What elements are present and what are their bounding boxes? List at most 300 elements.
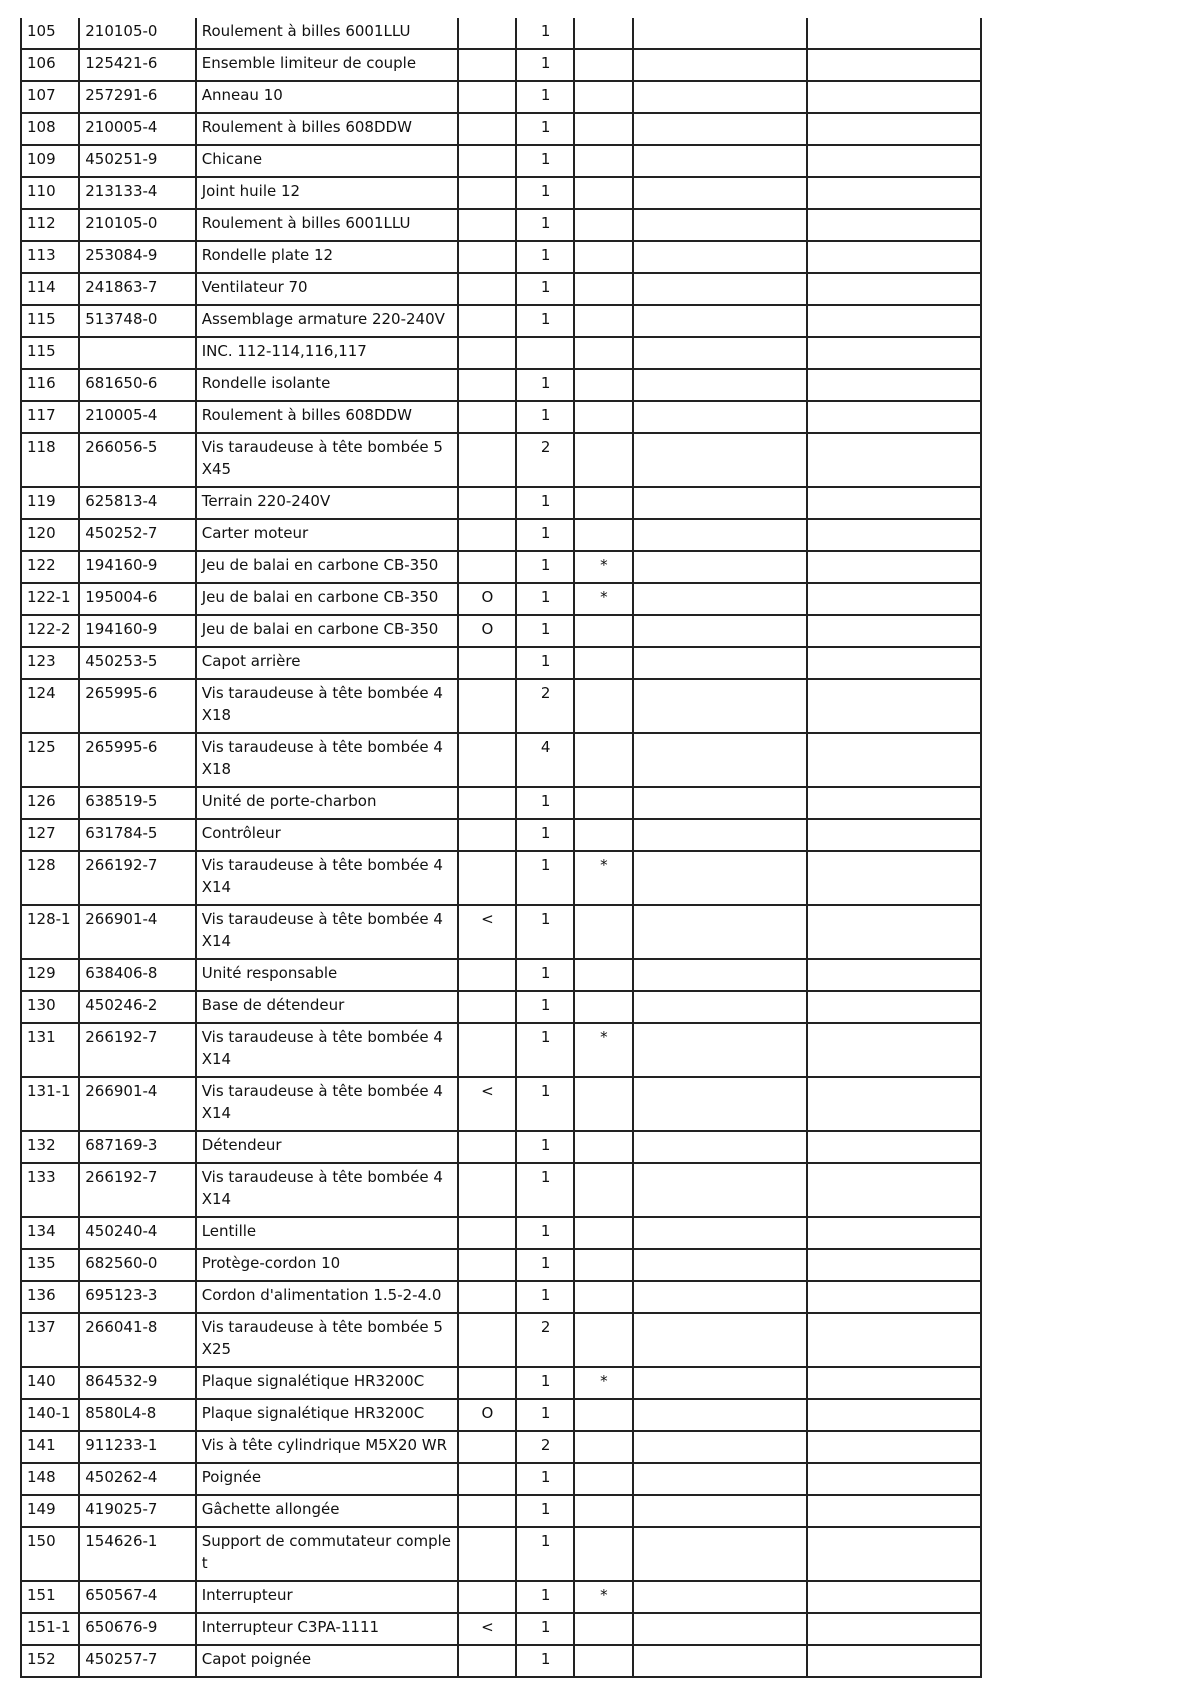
part-note bbox=[458, 1367, 516, 1399]
part-code: 650567-4 bbox=[79, 1581, 195, 1613]
part-description: Détendeur bbox=[196, 1131, 458, 1163]
part-code: 450240-4 bbox=[79, 1217, 195, 1249]
empty-cell bbox=[807, 991, 981, 1023]
table-row bbox=[21, 1495, 981, 1527]
table-row bbox=[21, 1645, 981, 1677]
part-note bbox=[458, 81, 516, 113]
part-note bbox=[458, 1281, 516, 1313]
empty-cell bbox=[807, 1217, 981, 1249]
part-description: Plaque signalétique HR3200C bbox=[196, 1399, 458, 1431]
part-quantity: 1 bbox=[516, 369, 574, 401]
part-code: 266901-4 bbox=[79, 905, 195, 959]
item-number: 112 bbox=[21, 209, 79, 241]
part-code: 450246-2 bbox=[79, 991, 195, 1023]
item-number: 130 bbox=[21, 991, 79, 1023]
item-number: 116 bbox=[21, 369, 79, 401]
part-quantity: 1 bbox=[516, 49, 574, 81]
part-code: 125421-6 bbox=[79, 49, 195, 81]
part-note bbox=[458, 1131, 516, 1163]
table-row bbox=[21, 273, 981, 305]
table-row bbox=[21, 1249, 981, 1281]
part-mark bbox=[574, 679, 632, 733]
table-row bbox=[21, 991, 981, 1023]
empty-cell bbox=[633, 905, 808, 959]
empty-cell bbox=[633, 1217, 808, 1249]
part-code: 266901-4 bbox=[79, 1077, 195, 1131]
item-number: 107 bbox=[21, 81, 79, 113]
part-mark bbox=[574, 1527, 632, 1581]
table-row bbox=[21, 337, 981, 369]
part-note bbox=[458, 209, 516, 241]
part-description: Anneau 10 bbox=[196, 81, 458, 113]
table-row bbox=[21, 145, 981, 177]
item-number: 128-1 bbox=[21, 905, 79, 959]
part-note bbox=[458, 1431, 516, 1463]
item-number: 122 bbox=[21, 551, 79, 583]
part-quantity: 1 bbox=[516, 1645, 574, 1677]
item-number: 115 bbox=[21, 337, 79, 369]
part-note bbox=[458, 1217, 516, 1249]
empty-cell bbox=[633, 679, 808, 733]
part-mark bbox=[574, 487, 632, 519]
part-description: Jeu de balai en carbone CB-350 bbox=[196, 615, 458, 647]
empty-cell bbox=[633, 369, 808, 401]
part-description: Vis taraudeuse à tête bombée 4X14 bbox=[196, 1077, 458, 1131]
empty-cell bbox=[807, 647, 981, 679]
empty-cell bbox=[633, 851, 808, 905]
part-note bbox=[458, 787, 516, 819]
part-note: < bbox=[458, 1077, 516, 1131]
part-quantity: 1 bbox=[516, 647, 574, 679]
part-mark bbox=[574, 733, 632, 787]
part-code: 210005-4 bbox=[79, 113, 195, 145]
part-quantity: 1 bbox=[516, 615, 574, 647]
empty-cell bbox=[633, 583, 808, 615]
table-row bbox=[21, 647, 981, 679]
part-note: < bbox=[458, 905, 516, 959]
part-code: 194160-9 bbox=[79, 615, 195, 647]
part-code: 625813-4 bbox=[79, 487, 195, 519]
part-description: Contrôleur bbox=[196, 819, 458, 851]
part-description: Terrain 220-240V bbox=[196, 487, 458, 519]
item-number: 117 bbox=[21, 401, 79, 433]
part-note bbox=[458, 959, 516, 991]
empty-cell bbox=[633, 1613, 808, 1645]
part-description: Joint huile 12 bbox=[196, 177, 458, 209]
empty-cell bbox=[807, 1613, 981, 1645]
part-mark bbox=[574, 1131, 632, 1163]
part-quantity: 1 bbox=[516, 81, 574, 113]
part-mark bbox=[574, 369, 632, 401]
part-quantity: 1 bbox=[516, 113, 574, 145]
empty-cell bbox=[633, 1645, 808, 1677]
part-description: Plaque signalétique HR3200C bbox=[196, 1367, 458, 1399]
part-description: Capot poignée bbox=[196, 1645, 458, 1677]
part-description: Lentille bbox=[196, 1217, 458, 1249]
table-row bbox=[21, 1131, 981, 1163]
empty-cell bbox=[633, 1367, 808, 1399]
parts-table-body bbox=[21, 18, 981, 1677]
part-mark: * bbox=[574, 583, 632, 615]
empty-cell bbox=[807, 337, 981, 369]
empty-cell bbox=[633, 81, 808, 113]
part-note bbox=[458, 1249, 516, 1281]
table-row bbox=[21, 433, 981, 487]
empty-cell bbox=[633, 1023, 808, 1077]
part-code: 210105-0 bbox=[79, 18, 195, 49]
part-quantity: 1 bbox=[516, 1077, 574, 1131]
item-number: 122-1 bbox=[21, 583, 79, 615]
part-mark bbox=[574, 177, 632, 209]
part-quantity: 1 bbox=[516, 305, 574, 337]
item-number: 133 bbox=[21, 1163, 79, 1217]
part-mark bbox=[574, 1431, 632, 1463]
part-quantity: 1 bbox=[516, 1613, 574, 1645]
empty-cell bbox=[633, 1495, 808, 1527]
empty-cell bbox=[633, 401, 808, 433]
part-note bbox=[458, 519, 516, 551]
part-code bbox=[79, 337, 195, 369]
item-number: 105 bbox=[21, 18, 79, 49]
part-quantity: 1 bbox=[516, 1581, 574, 1613]
part-description: Capot arrière bbox=[196, 647, 458, 679]
part-code: 8580L4-8 bbox=[79, 1399, 195, 1431]
empty-cell bbox=[633, 113, 808, 145]
part-quantity: 1 bbox=[516, 1023, 574, 1077]
table-row bbox=[21, 18, 981, 49]
part-quantity: 1 bbox=[516, 1281, 574, 1313]
part-code: 265995-6 bbox=[79, 679, 195, 733]
part-quantity: 1 bbox=[516, 209, 574, 241]
table-row bbox=[21, 487, 981, 519]
part-mark bbox=[574, 1281, 632, 1313]
part-mark bbox=[574, 113, 632, 145]
part-note bbox=[458, 851, 516, 905]
part-note bbox=[458, 647, 516, 679]
part-mark bbox=[574, 209, 632, 241]
part-quantity: 1 bbox=[516, 519, 574, 551]
empty-cell bbox=[807, 1399, 981, 1431]
empty-cell bbox=[807, 177, 981, 209]
table-row bbox=[21, 81, 981, 113]
empty-cell bbox=[807, 1645, 981, 1677]
part-description: Vis taraudeuse à tête bombée 4X14 bbox=[196, 851, 458, 905]
item-number: 149 bbox=[21, 1495, 79, 1527]
empty-cell bbox=[807, 615, 981, 647]
part-quantity: 1 bbox=[516, 1131, 574, 1163]
part-mark bbox=[574, 337, 632, 369]
part-quantity: 1 bbox=[516, 905, 574, 959]
table-row bbox=[21, 615, 981, 647]
part-note bbox=[458, 991, 516, 1023]
empty-cell bbox=[807, 1495, 981, 1527]
table-row bbox=[21, 551, 981, 583]
empty-cell bbox=[807, 145, 981, 177]
part-code: 911233-1 bbox=[79, 1431, 195, 1463]
part-description: Support de commutateur complet bbox=[196, 1527, 458, 1581]
part-note bbox=[458, 145, 516, 177]
part-mark bbox=[574, 1645, 632, 1677]
part-note bbox=[458, 305, 516, 337]
table-row bbox=[21, 1023, 981, 1077]
part-code: 450252-7 bbox=[79, 519, 195, 551]
part-note bbox=[458, 819, 516, 851]
part-note bbox=[458, 1313, 516, 1367]
part-mark bbox=[574, 1399, 632, 1431]
part-note bbox=[458, 273, 516, 305]
part-code: 513748-0 bbox=[79, 305, 195, 337]
empty-cell bbox=[633, 305, 808, 337]
empty-cell bbox=[807, 679, 981, 733]
empty-cell bbox=[633, 241, 808, 273]
part-code: 638519-5 bbox=[79, 787, 195, 819]
empty-cell bbox=[633, 1163, 808, 1217]
part-description: Rondelle isolante bbox=[196, 369, 458, 401]
empty-cell bbox=[807, 519, 981, 551]
empty-cell bbox=[807, 113, 981, 145]
part-quantity: 1 bbox=[516, 851, 574, 905]
part-code: 210005-4 bbox=[79, 401, 195, 433]
part-description: Interrupteur bbox=[196, 1581, 458, 1613]
item-number: 118 bbox=[21, 433, 79, 487]
part-note bbox=[458, 1527, 516, 1581]
part-note bbox=[458, 1463, 516, 1495]
empty-cell bbox=[807, 1163, 981, 1217]
empty-cell bbox=[633, 647, 808, 679]
part-description: INC. 112-114,116,117 bbox=[196, 337, 458, 369]
table-row bbox=[21, 1581, 981, 1613]
empty-cell bbox=[633, 487, 808, 519]
table-row bbox=[21, 1077, 981, 1131]
part-code: 450257-7 bbox=[79, 1645, 195, 1677]
item-number: 151-1 bbox=[21, 1613, 79, 1645]
part-note: O bbox=[458, 615, 516, 647]
part-mark: * bbox=[574, 551, 632, 583]
part-code: 266192-7 bbox=[79, 1023, 195, 1077]
part-mark bbox=[574, 905, 632, 959]
part-code: 450262-4 bbox=[79, 1463, 195, 1495]
empty-cell bbox=[807, 49, 981, 81]
part-description: Unité de porte-charbon bbox=[196, 787, 458, 819]
part-mark bbox=[574, 1163, 632, 1217]
empty-cell bbox=[807, 851, 981, 905]
empty-cell bbox=[807, 1463, 981, 1495]
part-note bbox=[458, 679, 516, 733]
part-code: 450253-5 bbox=[79, 647, 195, 679]
part-description: Gâchette allongée bbox=[196, 1495, 458, 1527]
empty-cell bbox=[807, 487, 981, 519]
part-mark bbox=[574, 145, 632, 177]
empty-cell bbox=[807, 1249, 981, 1281]
part-quantity: 1 bbox=[516, 1495, 574, 1527]
empty-cell bbox=[633, 615, 808, 647]
item-number: 114 bbox=[21, 273, 79, 305]
empty-cell bbox=[807, 1023, 981, 1077]
empty-cell bbox=[807, 551, 981, 583]
part-quantity: 1 bbox=[516, 1463, 574, 1495]
empty-cell bbox=[633, 959, 808, 991]
part-description: Cordon d'alimentation 1.5-2-4.0 bbox=[196, 1281, 458, 1313]
part-code: 213133-4 bbox=[79, 177, 195, 209]
part-code: 419025-7 bbox=[79, 1495, 195, 1527]
empty-cell bbox=[633, 1131, 808, 1163]
part-note bbox=[458, 177, 516, 209]
part-description: Jeu de balai en carbone CB-350 bbox=[196, 551, 458, 583]
item-number: 131-1 bbox=[21, 1077, 79, 1131]
part-mark bbox=[574, 401, 632, 433]
part-description: Chicane bbox=[196, 145, 458, 177]
part-mark bbox=[574, 1249, 632, 1281]
empty-cell bbox=[807, 1131, 981, 1163]
empty-cell bbox=[633, 1431, 808, 1463]
part-description: Roulement à billes 608DDW bbox=[196, 401, 458, 433]
empty-cell bbox=[633, 787, 808, 819]
empty-cell bbox=[807, 1581, 981, 1613]
empty-cell bbox=[633, 519, 808, 551]
item-number: 128 bbox=[21, 851, 79, 905]
part-quantity: 1 bbox=[516, 787, 574, 819]
part-quantity: 2 bbox=[516, 433, 574, 487]
part-quantity: 1 bbox=[516, 145, 574, 177]
part-mark bbox=[574, 49, 632, 81]
part-note bbox=[458, 1645, 516, 1677]
part-mark bbox=[574, 1613, 632, 1645]
part-quantity: 1 bbox=[516, 18, 574, 49]
part-code: 266041-8 bbox=[79, 1313, 195, 1367]
item-number: 141 bbox=[21, 1431, 79, 1463]
table-row bbox=[21, 733, 981, 787]
table-row bbox=[21, 369, 981, 401]
part-code: 681650-6 bbox=[79, 369, 195, 401]
item-number: 124 bbox=[21, 679, 79, 733]
empty-cell bbox=[807, 1077, 981, 1131]
part-mark: * bbox=[574, 1367, 632, 1399]
item-number: 151 bbox=[21, 1581, 79, 1613]
empty-cell bbox=[807, 241, 981, 273]
part-description: Carter moteur bbox=[196, 519, 458, 551]
empty-cell bbox=[807, 433, 981, 487]
empty-cell bbox=[633, 1077, 808, 1131]
item-number: 136 bbox=[21, 1281, 79, 1313]
table-row bbox=[21, 1217, 981, 1249]
part-description: Base de détendeur bbox=[196, 991, 458, 1023]
part-description: Vis à tête cylindrique M5X20 WR bbox=[196, 1431, 458, 1463]
part-code: 682560-0 bbox=[79, 1249, 195, 1281]
part-quantity: 1 bbox=[516, 177, 574, 209]
part-quantity: 4 bbox=[516, 733, 574, 787]
part-mark bbox=[574, 787, 632, 819]
part-note: O bbox=[458, 1399, 516, 1431]
empty-cell bbox=[807, 1431, 981, 1463]
part-mark: * bbox=[574, 1023, 632, 1077]
empty-cell bbox=[633, 733, 808, 787]
table-row bbox=[21, 1163, 981, 1217]
table-row bbox=[21, 49, 981, 81]
empty-cell bbox=[807, 1281, 981, 1313]
part-quantity: 1 bbox=[516, 487, 574, 519]
item-number: 148 bbox=[21, 1463, 79, 1495]
part-description: Vis taraudeuse à tête bombée 4X14 bbox=[196, 1163, 458, 1217]
part-note bbox=[458, 1495, 516, 1527]
part-note bbox=[458, 1163, 516, 1217]
table-row bbox=[21, 1463, 981, 1495]
part-description: Vis taraudeuse à tête bombée 4X18 bbox=[196, 679, 458, 733]
part-mark: * bbox=[574, 851, 632, 905]
item-number: 108 bbox=[21, 113, 79, 145]
empty-cell bbox=[633, 1581, 808, 1613]
part-note bbox=[458, 1023, 516, 1077]
part-mark bbox=[574, 81, 632, 113]
part-description: Assemblage armature 220-240V bbox=[196, 305, 458, 337]
empty-cell bbox=[633, 1527, 808, 1581]
part-quantity: 1 bbox=[516, 1163, 574, 1217]
empty-cell bbox=[807, 959, 981, 991]
part-quantity: 1 bbox=[516, 991, 574, 1023]
part-note bbox=[458, 433, 516, 487]
empty-cell bbox=[633, 273, 808, 305]
part-description: Vis taraudeuse à tête bombée 4X14 bbox=[196, 1023, 458, 1077]
part-note bbox=[458, 49, 516, 81]
part-mark bbox=[574, 647, 632, 679]
item-number: 115 bbox=[21, 305, 79, 337]
empty-cell bbox=[807, 905, 981, 959]
part-code: 266192-7 bbox=[79, 1163, 195, 1217]
item-number: 109 bbox=[21, 145, 79, 177]
table-row bbox=[21, 305, 981, 337]
empty-cell bbox=[633, 1313, 808, 1367]
table-row bbox=[21, 209, 981, 241]
part-mark bbox=[574, 1463, 632, 1495]
empty-cell bbox=[807, 369, 981, 401]
empty-cell bbox=[633, 819, 808, 851]
item-number: 140 bbox=[21, 1367, 79, 1399]
empty-cell bbox=[633, 145, 808, 177]
empty-cell bbox=[633, 18, 808, 49]
part-code: 154626-1 bbox=[79, 1527, 195, 1581]
part-description: Protège-cordon 10 bbox=[196, 1249, 458, 1281]
empty-cell bbox=[633, 337, 808, 369]
part-note bbox=[458, 401, 516, 433]
table-row bbox=[21, 905, 981, 959]
empty-cell bbox=[807, 583, 981, 615]
part-note bbox=[458, 733, 516, 787]
part-code: 631784-5 bbox=[79, 819, 195, 851]
empty-cell bbox=[807, 305, 981, 337]
item-number: 137 bbox=[21, 1313, 79, 1367]
part-quantity: 1 bbox=[516, 959, 574, 991]
part-quantity: 1 bbox=[516, 1527, 574, 1581]
table-row bbox=[21, 1367, 981, 1399]
part-quantity: 2 bbox=[516, 1431, 574, 1463]
part-quantity bbox=[516, 337, 574, 369]
part-mark: * bbox=[574, 1581, 632, 1613]
table-row bbox=[21, 1281, 981, 1313]
item-number: 152 bbox=[21, 1645, 79, 1677]
part-code: 638406-8 bbox=[79, 959, 195, 991]
item-number: 150 bbox=[21, 1527, 79, 1581]
part-mark bbox=[574, 991, 632, 1023]
item-number: 113 bbox=[21, 241, 79, 273]
part-note bbox=[458, 369, 516, 401]
part-quantity: 1 bbox=[516, 1217, 574, 1249]
parts-list-page bbox=[20, 18, 982, 1678]
part-mark bbox=[574, 18, 632, 49]
part-mark bbox=[574, 273, 632, 305]
part-mark bbox=[574, 305, 632, 337]
part-description: Roulement à billes 6001LLU bbox=[196, 209, 458, 241]
part-mark bbox=[574, 241, 632, 273]
part-note bbox=[458, 487, 516, 519]
